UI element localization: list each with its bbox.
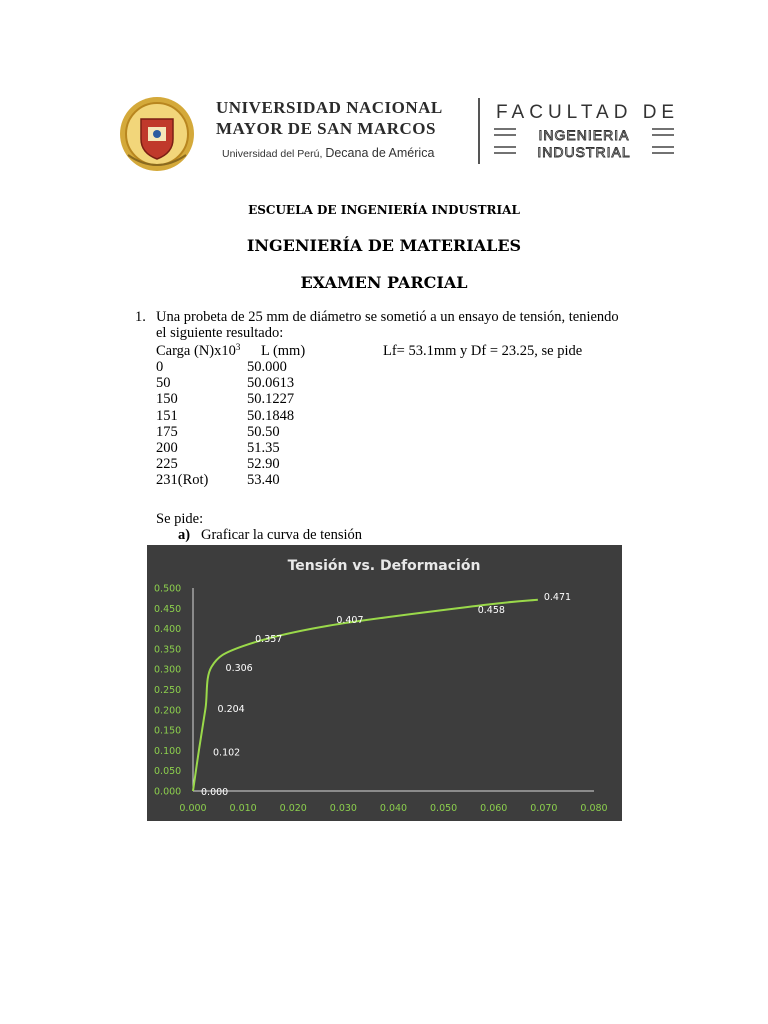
table-cell-length: 50.0613 (247, 375, 295, 392)
chart-data-labels (201, 592, 571, 798)
header-divider (478, 98, 480, 164)
y-tick-label: 0.300 (154, 664, 182, 676)
data-label: 0.407 (336, 614, 364, 626)
y-tick-label: 0.150 (154, 725, 182, 737)
y-tick-label: 0.350 (154, 644, 182, 656)
item-a-text: Graficar la curva de tensión (201, 527, 363, 543)
table-cell-length: 53.40 (247, 472, 280, 489)
table-cell-length: 50.1227 (247, 391, 295, 408)
school-title: ESCUELA DE INGENIERÍA INDUSTRIAL (248, 203, 520, 217)
table-cell-length: 52.90 (247, 456, 280, 473)
data-label: 0.357 (255, 634, 283, 646)
faculty-logo (494, 126, 674, 160)
table-cell-load: 0 (156, 359, 164, 375)
x-tick-label: 0.050 (430, 803, 458, 814)
x-tick-label: 0.000 (179, 803, 207, 814)
given-data: Lf= 53.1mm y Df = 23.25, se pide (383, 343, 583, 359)
table-cell-load: 175 (156, 423, 178, 440)
x-tick-label: 0.020 (279, 803, 307, 814)
university-tagline (222, 146, 434, 160)
table-cell-load: 231(Rot) (156, 472, 209, 489)
faculty-logo-line-2: INDUSTRIAL (537, 144, 631, 160)
y-tick-label: 0.250 (154, 685, 182, 696)
question-text-line-2: el siguiente resultado: (156, 325, 284, 341)
faculty-label: FACULTAD DE (496, 102, 680, 123)
table-cell-load: 200 (156, 440, 178, 456)
y-tick-label: 0.050 (154, 766, 182, 778)
x-tick-label: 0.080 (580, 803, 608, 814)
faculty-logo-line-1: INGENIERIA (538, 127, 630, 143)
university-name-line-2: MAYOR DE SAN MARCOS (216, 119, 436, 138)
table-cell-length: 51.35 (247, 440, 280, 456)
y-tick-label: 0.450 (154, 603, 182, 615)
load-header-exponent: 3 (235, 342, 241, 352)
se-pide-label: Se pide: (156, 511, 204, 527)
table-cell-length: 50.50 (247, 423, 280, 440)
column-header-length: L (mm) (261, 343, 306, 359)
column-header-load (156, 343, 240, 359)
table-cell-length: 50.1848 (247, 407, 295, 424)
question-number: 1. (135, 309, 146, 325)
data-label: 0.471 (543, 591, 572, 603)
tagline-small: Universidad del Perú, (222, 148, 323, 160)
x-tick-label: 0.030 (329, 803, 357, 814)
table-cell-load: 50 (156, 375, 171, 392)
course-title: INGENIERÍA DE MATERIALES (246, 236, 522, 255)
table-cell-length: 50.000 (247, 359, 287, 375)
y-tick-label: 0.000 (154, 786, 182, 798)
university-seal-icon (118, 95, 196, 173)
item-a-label: a) (178, 527, 191, 543)
data-label: 0.204 (217, 704, 245, 716)
y-tick-label: 0.400 (154, 624, 182, 636)
x-tick-label: 0.010 (229, 803, 257, 814)
chart-title: Tensión vs. Deformación (287, 558, 481, 574)
university-name-line-1: UNIVERSIDAD NACIONAL (216, 98, 443, 117)
stress-strain-chart (147, 545, 622, 821)
load-header-base: Carga (N)x10 (156, 343, 236, 359)
x-tick-label: 0.060 (480, 803, 508, 814)
series-line-tension (193, 600, 538, 791)
tagline-big: Decana de América (325, 146, 435, 160)
chart-series (193, 600, 538, 791)
y-tick-label: 0.500 (154, 583, 182, 595)
x-tick-label: 0.070 (530, 803, 558, 814)
data-label: 0.306 (225, 662, 253, 674)
chart-axes (193, 588, 594, 791)
table-cell-load: 225 (156, 456, 178, 473)
data-label: 0.000 (201, 787, 229, 798)
table-cell-load: 151 (156, 407, 178, 424)
y-tick-label: 0.200 (154, 705, 182, 717)
question-text-line-1: Una probeta de 25 mm de diámetro se sometió a un ensayo de tensión, teniendo (156, 309, 619, 325)
x-tick-label: 0.040 (379, 803, 408, 814)
table-cell-load: 150 (156, 391, 178, 408)
y-tick-label: 0.100 (154, 745, 182, 757)
exam-title: EXAMEN PARCIAL (300, 273, 468, 292)
data-label: 0.102 (213, 747, 241, 759)
data-label: 0.458 (477, 605, 505, 617)
